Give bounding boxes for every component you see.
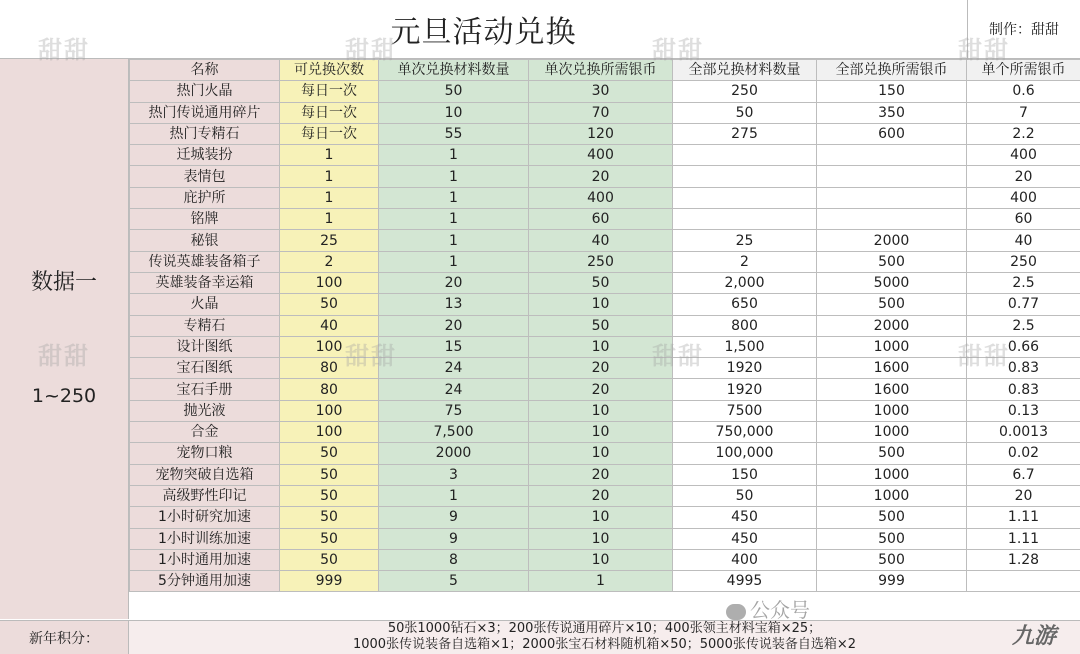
table-row [130,528,1080,549]
table-cell: 400 [529,187,673,208]
table-cell: 5 [379,571,529,592]
table-cell: 每日一次 [280,123,379,144]
table-cell: 75 [379,400,529,421]
table-cell [817,145,967,166]
column-header: 单次兑换所需银币 [529,60,673,81]
table-cell: 400 [529,145,673,166]
official-account-label: 公众号 [750,598,810,622]
table-cell: 1600 [817,379,967,400]
table-cell: 50 [673,485,817,506]
table-cell: 1.11 [967,528,1080,549]
table-cell: 50 [673,102,817,123]
table-cell: 4995 [673,571,817,592]
table-cell: 500 [817,549,967,570]
table-cell: 1 [379,209,529,230]
watermark: 甜甜 [345,336,397,371]
table-cell: 1 [280,145,379,166]
table-cell: 250 [673,81,817,102]
table-cell: 400 [673,549,817,570]
watermark: 甜甜 [958,336,1010,371]
table-cell: 100 [280,400,379,421]
table-cell: 10 [529,549,673,570]
table-cell: 20 [529,464,673,485]
table-cell: 铭牌 [130,209,280,230]
table-cell: 2.5 [967,272,1080,293]
table-cell: 25 [280,230,379,251]
table-cell: 庇护所 [130,187,280,208]
table-cell: 1000 [817,336,967,357]
table-cell: 5分钟通用加速 [130,571,280,592]
table-cell: 600 [817,123,967,144]
column-header: 名称 [130,60,280,81]
table-cell: 0.0013 [967,422,1080,443]
table-row [130,379,1080,400]
table-cell: 250 [529,251,673,272]
table-row [130,187,1080,208]
table-row [130,123,1080,144]
table-cell: 40 [967,230,1080,251]
table-cell: 7,500 [379,422,529,443]
table-cell: 设计图纸 [130,336,280,357]
table-cell: 275 [673,123,817,144]
table-cell: 1000 [817,400,967,421]
group-range: 1~250 [0,385,128,407]
table-row [130,507,1080,528]
table-cell: 迁城装扮 [130,145,280,166]
table-cell: 9 [379,528,529,549]
table-cell: 999 [280,571,379,592]
table-cell: 1小时训练加速 [130,528,280,549]
table-cell: 150 [673,464,817,485]
table-cell: 表情包 [130,166,280,187]
table-cell: 20 [529,379,673,400]
table-cell: 0.13 [967,400,1080,421]
table-cell: 0.77 [967,294,1080,315]
table-cell: 40 [529,230,673,251]
group-cell [0,59,129,619]
table-cell: 20 [529,485,673,506]
table-cell: 宠物口粮 [130,443,280,464]
table-cell: 50 [280,507,379,528]
table-cell: 1600 [817,358,967,379]
author-credit: 制作：甜甜 [968,0,1080,59]
table-cell: 1小时研究加速 [130,507,280,528]
table-row [130,443,1080,464]
table-cell: 80 [280,358,379,379]
watermark: 甜甜 [652,336,704,371]
table-cell: 24 [379,358,529,379]
group-name: 数据一 [0,265,128,296]
official-account-watermark [726,594,810,623]
table-cell [817,209,967,230]
table-cell: 0.83 [967,358,1080,379]
column-header: 单次兑换材料数量 [379,60,529,81]
table-cell: 350 [817,102,967,123]
table-row [130,400,1080,421]
table-cell: 13 [379,294,529,315]
table-row [130,102,1080,123]
table-cell: 800 [673,315,817,336]
column-header: 全部兑换材料数量 [673,60,817,81]
table-row [130,315,1080,336]
table-cell: 400 [967,145,1080,166]
table-cell: 500 [817,251,967,272]
table-cell: 热门专精石 [130,123,280,144]
table-cell: 24 [379,379,529,400]
table-row [130,422,1080,443]
table-cell: 2000 [817,230,967,251]
table-cell: 1 [280,187,379,208]
table-cell: 10 [529,507,673,528]
table-cell: 50 [280,528,379,549]
table-row [130,358,1080,379]
table-cell: 1000 [817,485,967,506]
table-cell: 50 [280,464,379,485]
table-cell: 500 [817,507,967,528]
exchange-table [129,59,1080,592]
column-header: 可兑换次数 [280,60,379,81]
table-cell: 500 [817,528,967,549]
table-cell [673,187,817,208]
column-header: 全部兑换所需银币 [817,60,967,81]
footer-label: 新年积分： [0,620,129,654]
table-cell: 450 [673,507,817,528]
table-cell: 100,000 [673,443,817,464]
table-row [130,485,1080,506]
table-cell: 1.11 [967,507,1080,528]
table-cell: 1 [379,485,529,506]
table-cell: 10 [529,400,673,421]
table-row [130,251,1080,272]
footer-line-2: 1000张传说装备自选箱×1；2000张宝石材料随机箱×50；5000张传说装备自选箱×2 [129,637,1080,653]
table-cell: 专精石 [130,315,280,336]
table-row [130,230,1080,251]
table-cell: 热门火晶 [130,81,280,102]
table-cell: 1 [280,166,379,187]
table-cell: 650 [673,294,817,315]
table-cell: 每日一次 [280,81,379,102]
table-cell: 150 [817,81,967,102]
table-cell: 10 [529,528,673,549]
table-cell: 宝石手册 [130,379,280,400]
table-cell: 20 [529,166,673,187]
table-cell: 30 [529,81,673,102]
table-cell: 55 [379,123,529,144]
table-cell: 0.66 [967,336,1080,357]
table-cell [817,187,967,208]
table-cell: 450 [673,528,817,549]
table-cell: 20 [967,166,1080,187]
table-cell: 10 [529,336,673,357]
table-cell: 15 [379,336,529,357]
table-cell: 0.6 [967,81,1080,102]
table-cell: 50 [280,549,379,570]
table-cell: 1 [379,187,529,208]
table-cell: 100 [280,272,379,293]
table-cell: 50 [280,294,379,315]
table-cell: 1 [280,209,379,230]
table-row [130,336,1080,357]
table-cell: 传说英雄装备箱子 [130,251,280,272]
table-cell: 7 [967,102,1080,123]
column-header: 单个所需银币 [967,60,1080,81]
table-cell [673,145,817,166]
watermark: 甜甜 [652,30,704,65]
table-cell: 3 [379,464,529,485]
wechat-icon [726,604,746,620]
watermark: 甜甜 [38,30,90,65]
table-cell: 2000 [379,443,529,464]
table-cell: 热门传说通用碎片 [130,102,280,123]
table-cell: 每日一次 [280,102,379,123]
table-cell: 80 [280,379,379,400]
table-cell: 英雄装备幸运箱 [130,272,280,293]
table-cell: 20 [379,315,529,336]
table-cell: 2 [280,251,379,272]
table-cell: 6.7 [967,464,1080,485]
table-cell: 100 [280,336,379,357]
table-cell: 1,500 [673,336,817,357]
table-cell: 2 [673,251,817,272]
table-cell: 60 [967,209,1080,230]
table-cell: 999 [817,571,967,592]
table-cell: 宠物突破自选箱 [130,464,280,485]
table-cell: 50 [529,272,673,293]
table-row [130,81,1080,102]
table-cell: 10 [529,443,673,464]
table-body [130,81,1080,592]
table-cell: 50 [280,485,379,506]
table-cell: 1000 [817,464,967,485]
sheet-title: 元旦活动兑换 [0,0,968,59]
watermark: 甜甜 [345,30,397,65]
table-cell [817,166,967,187]
table-cell: 10 [529,422,673,443]
table-cell: 秘银 [130,230,280,251]
table-cell [673,209,817,230]
table-row [130,166,1080,187]
table-row [130,294,1080,315]
table-cell: 8 [379,549,529,570]
table-cell [967,571,1080,592]
table-cell: 宝石图纸 [130,358,280,379]
table-cell: 火晶 [130,294,280,315]
table-cell: 1小时通用加速 [130,549,280,570]
table-cell: 0.83 [967,379,1080,400]
table-cell: 1000 [817,422,967,443]
table-cell: 1 [529,571,673,592]
table-row [130,549,1080,570]
table-cell: 5000 [817,272,967,293]
table-cell: 1 [379,145,529,166]
table-cell: 2000 [817,315,967,336]
table-cell: 60 [529,209,673,230]
table-cell: 0.02 [967,443,1080,464]
table-cell: 100 [280,422,379,443]
table-cell: 500 [817,294,967,315]
table-row [130,145,1080,166]
table-cell: 1 [379,251,529,272]
table-row [130,571,1080,592]
table-cell: 合金 [130,422,280,443]
logo-9you-text: 九游 [1012,619,1056,650]
table-cell: 1 [379,166,529,187]
table-row [130,209,1080,230]
table-cell: 250 [967,251,1080,272]
footer-rewards [129,620,1080,654]
table-cell: 20 [379,272,529,293]
table-row [130,464,1080,485]
table-cell: 1920 [673,358,817,379]
table-cell: 120 [529,123,673,144]
table-cell: 高级野性印记 [130,485,280,506]
table-cell: 20 [967,485,1080,506]
table-cell: 2,000 [673,272,817,293]
table-cell: 400 [967,187,1080,208]
table-cell: 1.28 [967,549,1080,570]
table-cell: 抛光液 [130,400,280,421]
table-row [130,272,1080,293]
watermark: 甜甜 [38,336,90,371]
table-cell [673,166,817,187]
table-cell: 50 [379,81,529,102]
table-cell: 2.2 [967,123,1080,144]
table-cell: 500 [817,443,967,464]
table-cell: 9 [379,507,529,528]
watermark: 甜甜 [958,30,1010,65]
table-cell: 1920 [673,379,817,400]
table-cell: 1 [379,230,529,251]
table-cell: 40 [280,315,379,336]
table-cell: 2.5 [967,315,1080,336]
table-cell: 50 [529,315,673,336]
table-cell: 10 [379,102,529,123]
table-cell: 10 [529,294,673,315]
table-cell: 25 [673,230,817,251]
table-cell: 7500 [673,400,817,421]
footer-line-1: 50张1000钻石×3；200张传说通用碎片×10；400张领主材料宝箱×25； [129,621,1080,637]
table-cell: 750,000 [673,422,817,443]
table-cell: 20 [529,358,673,379]
header-row [130,60,1080,81]
table-cell: 50 [280,443,379,464]
table-cell: 70 [529,102,673,123]
